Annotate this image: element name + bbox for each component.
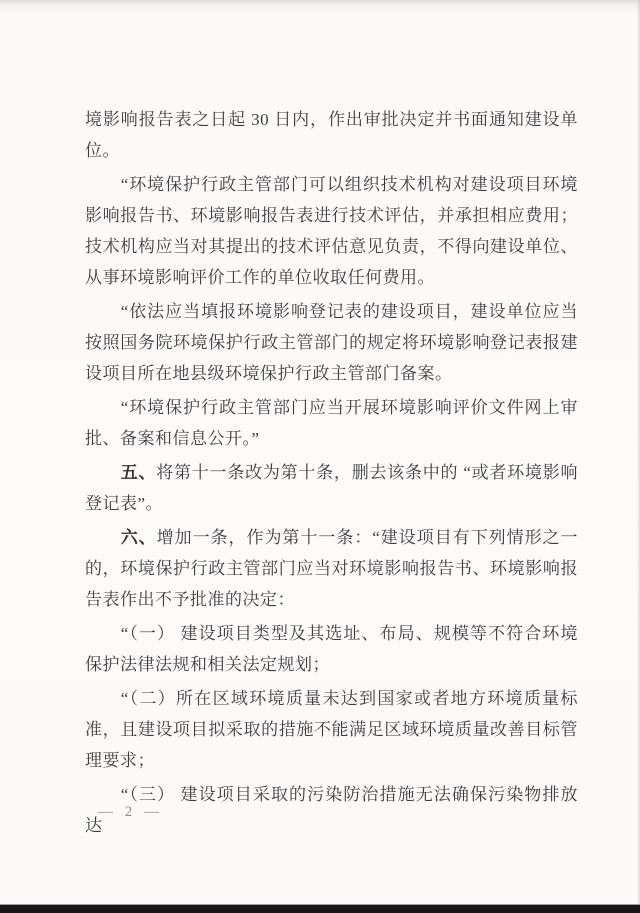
paragraph-prefix: 五、 bbox=[120, 463, 157, 482]
paragraph bbox=[85, 169, 578, 293]
paragraph-text: 增加一条，作为第十一条：“建设项目有下列情形之一的，环境保护行政主管部门应当对环境影响报告书、环境影响报告表作出不予批准的决定： bbox=[85, 528, 579, 609]
paragraph-text: “（二）所在区域环境质量未达到国家或者地方环境质量标准，且建设项目拟采取的措施不能满足区域环境质量改善目标管理要求； bbox=[85, 689, 578, 770]
paragraph-text: “（三） 建设项目采取的污染防治措施无法确保污染物排放达 bbox=[85, 785, 578, 835]
paragraph-item-6 bbox=[85, 522, 578, 615]
paragraph-text: “环境保护行政主管部门可以组织技术机构对建设项目环境影响报告书、环境影响报告表进行技术评估，并承担相应费用；技术机构应当对其提出的技术评估意见负责，不得向建设单位、从事环境影响评价工作的单位收取任何费用。 bbox=[85, 175, 578, 287]
paragraph-text: 境影响报告表之日起 30 日内，作出审批决定并书面通知建设单位。 bbox=[85, 110, 578, 160]
paragraph-subitem-2 bbox=[85, 683, 578, 776]
paragraph-text: “环境保护行政主管部门应当开展环境影响评价文件网上审批、备案和信息公开。” bbox=[85, 398, 578, 448]
scan-edge-bottom bbox=[0, 904, 640, 913]
document-text-block bbox=[85, 104, 578, 844]
paragraph-text: “（一） 建设项目类型及其选址、布局、规模等不符合环境保护法律法规和相关法定规划； bbox=[85, 624, 578, 674]
page-number: — 2 — bbox=[98, 804, 163, 820]
paragraph bbox=[85, 104, 578, 166]
paragraph bbox=[85, 392, 578, 454]
paragraph-item-5 bbox=[85, 457, 578, 519]
paragraph-text: “依法应当填报环境影响登记表的建设项目，建设单位应当按照国务院环境保护行政主管部门的规定将环境影响登记表报建设项目所在地县级环境保护行政主管部门备案。 bbox=[85, 302, 578, 383]
paragraph bbox=[85, 296, 578, 389]
paragraph-prefix: 六、 bbox=[120, 528, 157, 547]
paragraph-subitem-1 bbox=[85, 618, 578, 680]
paragraph-text: 将第十一条改为第十条，删去该条中的 “或者环境影响登记表”。 bbox=[85, 463, 579, 513]
